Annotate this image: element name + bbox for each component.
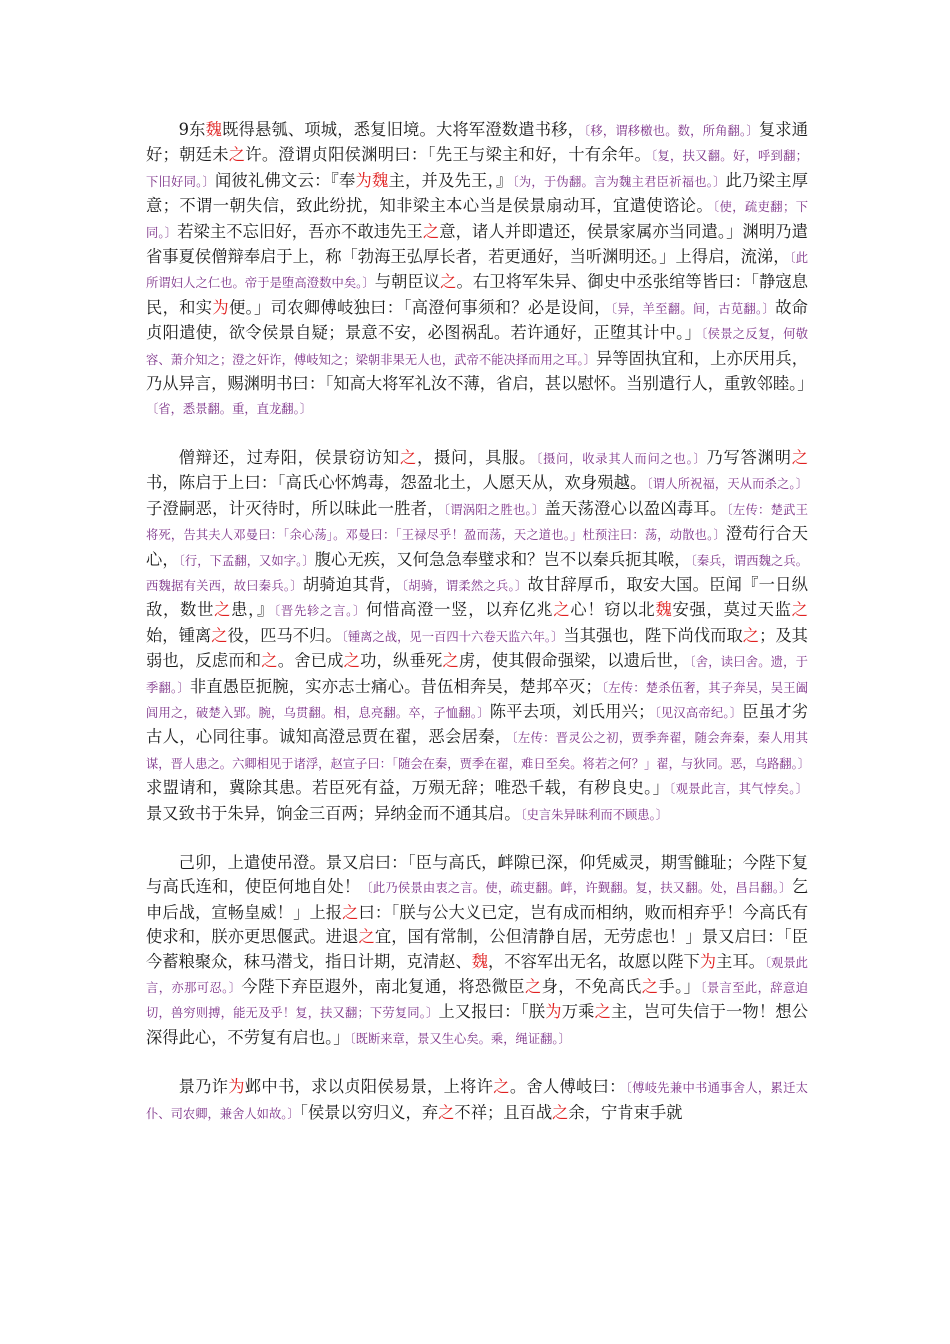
paragraph — [146, 118, 814, 422]
annotation-note: 〔此乃侯景由衷之言。使，疏吏翻。衅，许觐翻。复，扶又翻。处，昌吕翻。〕 — [360, 881, 792, 896]
text-run: 余，宁肯束手就 — [568, 1102, 683, 1122]
paragraph — [146, 851, 808, 1051]
annotation-note: 〔异，羊至翻。间，古苋翻。〕 — [610, 301, 776, 316]
highlighted-char: 之 — [524, 977, 542, 996]
highlighted-char: 之 — [342, 902, 359, 922]
text-run: 。舍人傅岐曰： — [509, 1077, 626, 1097]
text-run: 役，匹马不归。 — [227, 625, 342, 645]
highlighted-char: 之 — [553, 600, 571, 620]
annotation-note: 〔此所谓妇人之仁也。帝于是堕高澄数中矣。〕 — [146, 251, 808, 291]
text-run: 「侯景以穷归义，弃 — [299, 1102, 439, 1122]
annotation-note: 〔摄问，收录其人而问之也。〕 — [536, 451, 707, 466]
highlighted-char: 之 — [228, 145, 246, 165]
document-page — [146, 118, 814, 1126]
highlighted-char: 为魏 — [355, 170, 389, 190]
highlighted-char: 之 — [399, 447, 417, 467]
text-run: 心！窃以北 — [570, 600, 656, 620]
text-run: 既得悬瓠、项城，悉复旧境。大将军澄数遣书移， — [222, 120, 585, 139]
annotation-note: 〔行，下孟翻，又如字。〕 — [178, 553, 315, 568]
annotation-note: 〔既断来章，景又生心矣。乘，绳证翻。〕 — [349, 1031, 571, 1046]
annotation-note: 〔移，谓移檄也。数，所角翻。〕 — [584, 124, 759, 138]
annotation-note: 〔景言至此，辞意迫切，兽穷则搏，能无及乎！复，扶又翻；下劳复同。〕 — [146, 981, 808, 1021]
text-run: 。舍已成 — [277, 651, 344, 671]
highlighted-char: 之 — [791, 600, 808, 620]
text-run: 许。澄谓贞阳侯渊明曰：「先王与梁主和好，十有余年。 — [245, 145, 652, 165]
highlighted-char: 之 — [594, 1002, 612, 1022]
text-run: 此乃梁主厚意；不谓一朝失信，致此纷扰，知非梁主本心当是侯景扇动耳，宜遣使谘论。 — [146, 170, 808, 216]
text-run: 意，诸人并即遣还，侯景家属亦当同遣。」渊明乃遣省事夏侯僧辩奉启于上，称「勃海王弘厚长者，若更通好，当听渊明还。」上得启，流涕， — [146, 221, 808, 267]
annotation-note: 〔胡骑，谓柔然之兵。〕 — [401, 578, 528, 593]
text-run: 曰：「朕与公大义已定，岂有成而相纳，败而相弃乎！今高氏有使求和，朕亦更思偃武。进退 — [146, 902, 808, 947]
text-run: 澄苟行合天心， — [146, 524, 808, 569]
text-run: 身，不免高氏 — [541, 977, 642, 996]
text-run: 主，并及先王，』 — [388, 170, 513, 190]
text-run: 虏，使其假命强梁，以遗后世， — [458, 651, 690, 671]
text-run: 不祥；且百战 — [454, 1102, 553, 1122]
text-run: 何惜高澄一竖，以弃亿兆 — [366, 600, 554, 620]
highlighted-char: 之 — [343, 651, 361, 671]
highlighted-char: 魏 — [655, 600, 673, 620]
text-run: 书，陈启于上曰：「高氏心怀鸩毒，怨盈北土，人愿天从，欢身殒越。 — [146, 473, 647, 493]
text-run: 若梁主不忘旧好，吾亦不敢违先王 — [177, 221, 423, 241]
text-run: 乃写答渊明 — [706, 447, 792, 467]
highlighted-char: 之 — [261, 651, 278, 671]
text-run: 闻彼礼佛文云：『奉 — [215, 170, 356, 190]
annotation-note: 〔左传：楚武王将死，告其夫人邓曼曰：「余心荡」。邓曼曰：「王禄尽乎！盈而荡，天之道也。」杜预注曰：荡，动散也。〕 — [146, 502, 808, 543]
text-run: 故命贞阳遣使，欲令侯景自疑；景意不安，必图祸乱。若许通好，正堕其计中。」 — [146, 297, 808, 343]
text-run: 景乃诈 — [178, 1077, 229, 1097]
annotation-note: 〔见汉高帝纪。〕 — [654, 705, 743, 720]
text-run: 求盟请和，冀除其患。若臣死有益，万殒无辞；唯恐千载，有秽良史。」 — [146, 778, 670, 798]
highlighted-char: 之 — [552, 1102, 569, 1122]
highlighted-char: 为 — [545, 1002, 562, 1022]
text-run: 非直愚臣扼腕，实亦志士痛心。昔伍相奔吴，楚邦卒灭； — [189, 676, 602, 696]
highlighted-char: 为 — [699, 951, 717, 971]
annotation-note: 〔锺离之战，见一百四十六卷天监六年。〕 — [341, 629, 564, 644]
highlighted-char: 之 — [214, 600, 232, 620]
annotation-note: 〔左传：晋灵公之初，贾季奔翟，随会奔秦，秦人用其谋，晋人患之。六卿相见于诸浮，赵宣子曰：「随会在秦，贾季在翟，难日至矣。将若之何？」翟，与狄同。恶，乌路翻。〕 — [146, 731, 811, 771]
paragraph — [146, 446, 811, 827]
paragraph — [146, 1075, 808, 1126]
highlighted-char: 之 — [422, 221, 440, 241]
highlighted-char: 为 — [228, 1077, 245, 1097]
text-run: 患，』 — [231, 600, 275, 620]
text-run: ，不容军出无名，故愿以陛下 — [488, 951, 700, 971]
text-run: 今陛下弃臣遐外，南北复通，将恐微臣 — [241, 977, 525, 996]
text-run: 邺中书，求以贞阳侯易景，上将许 — [244, 1077, 494, 1097]
text-run: 盖天荡澄心以盈凶毒耳。 — [544, 498, 727, 518]
annotation-note: 〔省，悉景翻。重，直龙翻。〕 — [146, 402, 313, 417]
highlighted-char: 为 — [212, 297, 229, 317]
text-run: 。右卫将军朱异、御史中丞张绾等皆曰：「静寇息民，和实 — [146, 272, 808, 317]
text-run: 上又报曰：「朕 — [438, 1002, 546, 1022]
text-run: ；及其弱也，反虑而和 — [146, 625, 808, 671]
annotation-note: 〔史言朱异昧利而不顾患。〕 — [520, 807, 669, 822]
highlighted-char: 之 — [742, 625, 760, 645]
annotation-note: 〔秦兵，谓西魏之兵。西魏据有关西，故曰秦兵。〕 — [146, 553, 808, 593]
text-run: 万乘 — [561, 1002, 595, 1022]
text-run: 主，岂可失信于一物！想公深得此心，不劳复有启也。」 — [146, 1002, 808, 1047]
text-run: 始，锺离 — [146, 625, 212, 645]
text-run: 己卯，上遣使吊澄。景又启曰：「臣与高氏，衅隙已深，仰凭威灵，期雪雠耻；今陛下复与高氏连和，使臣何地自处！ — [146, 852, 808, 897]
text-run: 乞申后战，宣畅皇威！」上报 — [146, 877, 808, 922]
text-run: 与朝臣议 — [374, 272, 441, 292]
annotation-note: 〔观景此言，其气悖矣。〕 — [669, 782, 809, 797]
text-run: 异等固执宜和，上亦厌用兵，乃从异言，赐渊明书曰：「知高大将军礼汝不薄，省启，甚以慰怀。当别遣行人，重敦邻睦。」 — [146, 348, 814, 394]
annotation-note: 〔傅岐先兼中书通事舍人，累迁太仆、司农卿，兼舍人如故。〕 — [146, 1081, 808, 1121]
text-run: 便。」司农卿傅岐独曰：「高澄何事须和？必是设间， — [228, 297, 611, 317]
text-run: 当其强也，陛下尚伐而取 — [563, 625, 743, 645]
annotation-note: 〔谓人所祝福，天从而杀之。〕 — [646, 477, 809, 492]
highlighted-char: 之 — [211, 625, 228, 645]
highlighted-char: 魏 — [205, 120, 223, 139]
text-run: 胡骑迫其背， — [302, 574, 402, 594]
text-run: 子澄嗣恶，计灭待时，所以昧此一胜者， — [146, 498, 444, 518]
text-run: 陈平去项，刘氏用兴； — [489, 701, 655, 721]
highlighted-char: 之 — [791, 447, 808, 467]
text-run: 复求通好；朝廷未 — [146, 120, 809, 165]
text-run: 安强，莫过天监 — [672, 600, 792, 620]
highlighted-char: 之 — [438, 1102, 455, 1122]
annotation-note: 〔谓涡阳之胜也。〕 — [443, 502, 545, 517]
text-run: 景又致书于朱异，饷金三百两；异纳金而不通其启。 — [146, 803, 521, 823]
text-run: 宜，国有常制，公但清静自居，无劳虑也！」景又启曰：「臣今蓄粮聚众，秣马潜戈，指日计期，克清赵、 — [146, 927, 808, 971]
highlighted-char: 之 — [641, 977, 659, 996]
text-run: 臣虽才劣古人，心同往事。诚知高澄忌贾在翟，恶会居秦， — [146, 701, 808, 747]
text-run: 9东 — [178, 120, 206, 139]
annotation-note: 〔舍，读曰舍。遗，于季翻。〕 — [146, 655, 808, 695]
text-run: 僧辩还，过寿阳，侯景窃访知 — [178, 447, 400, 467]
annotation-note: 〔观景此言，亦那可忍。〕 — [146, 955, 808, 995]
annotation-note: 〔复，扶又翻。好，呼到翻；下旧好同。〕 — [146, 149, 808, 189]
highlighted-char: 之 — [440, 272, 457, 292]
highlighted-char: 魏 — [471, 951, 489, 971]
text-run: 故甘辞厚币，取安大国。臣闻『一日纵敌，数世 — [146, 574, 808, 620]
annotation-note: 〔晋先轸之言。〕 — [274, 604, 367, 619]
text-run: ，摄问，具服。 — [417, 447, 537, 467]
highlighted-char: 之 — [358, 927, 375, 947]
highlighted-char: 之 — [493, 1077, 510, 1097]
annotation-note: 〔侯景之反复，何敬容、萧介知之；澄之奸诈，傅岐知之；梁朝非果无人也，武帝不能决择而用之耳。〕 — [146, 327, 809, 367]
annotation-note: 〔使，疏吏翻；下同。〕 — [146, 200, 808, 240]
annotation-note: 〔为，于伪翻。言为魏主君臣祈福也。〕 — [512, 174, 726, 189]
highlighted-char: 之 — [442, 651, 459, 671]
text-run: 腹心无疾，又何急急奉璧求和？岂不以秦兵扼其喉， — [314, 549, 691, 569]
text-run: 主耳。 — [716, 951, 765, 971]
text-run: 手。」 — [658, 977, 701, 996]
annotation-note: 〔左传：楚杀伍奢，其子奔吴，吴王阖闾用之，破楚入郢。腕，乌贯翻。相，息亮翻。卒，子恤翻。〕 — [146, 680, 808, 720]
text-run: 功，纵垂死 — [360, 651, 443, 671]
